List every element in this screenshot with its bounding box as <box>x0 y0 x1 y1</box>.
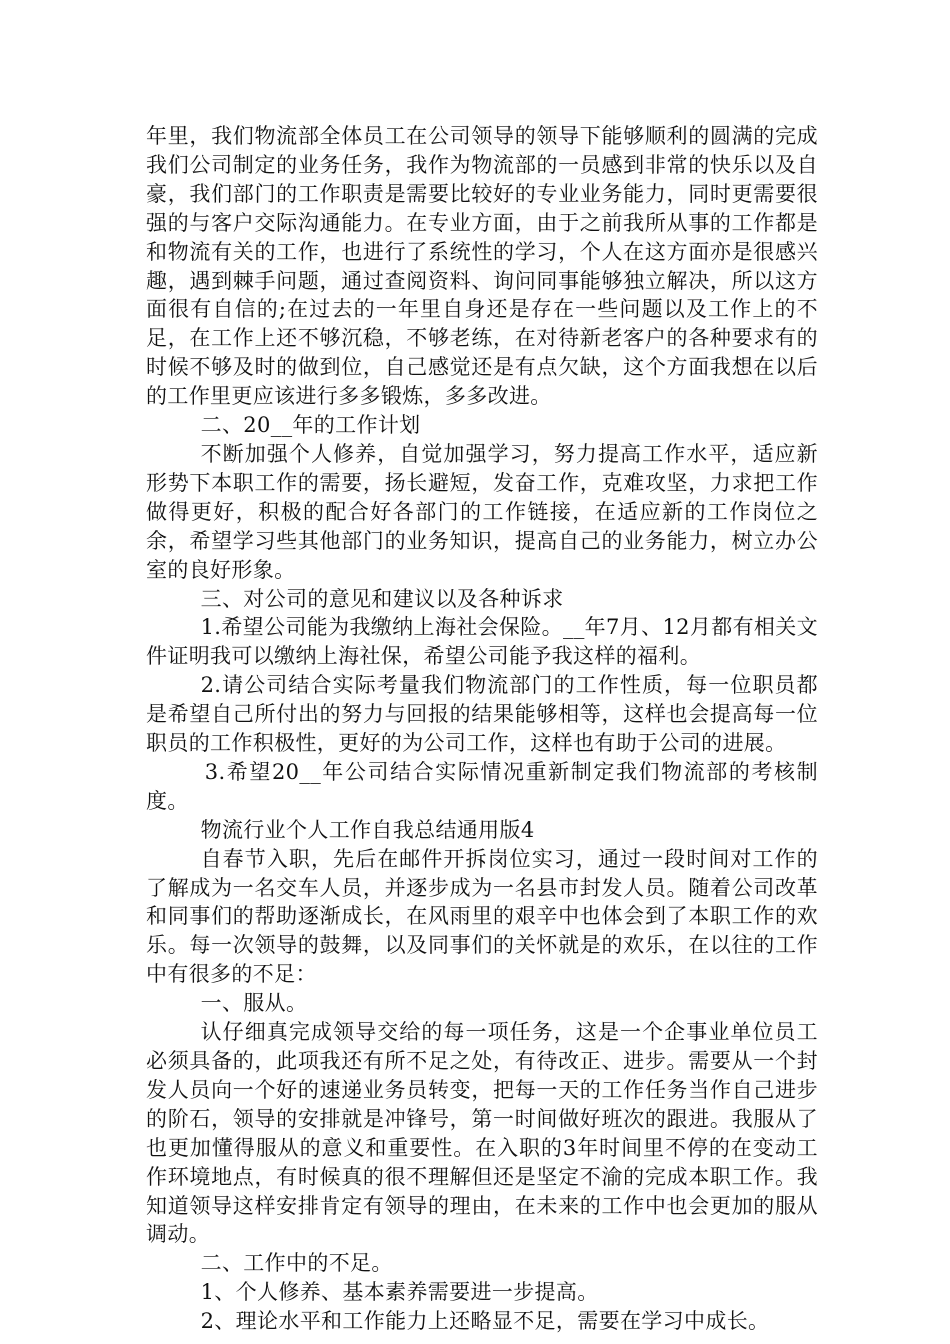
paragraph-work-review: 年里，我们物流部全体员工在公司领导的领导下能够顺利的圆满的完成我们公司制定的业务任务，我作为物流部的一员感到非常的快乐以及自豪，我们部门的工作职责是需要比较好的专业业务能力，同时更需要很强的与客户交际沟通能力。在专业方面，由于之前我所从事的工作都是和物流有关的工作，也进行了系统性的学习，个人在这方面亦是很感兴趣，遇到棘手问题，通过查阅资料、询问同事能够独立解决，所以这方面很有自信的;在过去的一年里自身还是存在一些问题以及工作上的不足，在工作上还不够沉稳，不够老练，在对待新老客户的各种要求有的时候不够及时的做到位，自己感觉还是有点欠缺，这个方面我想在以后的工作里更应该进行多多锻炼，多多改进。 <box>146 124 818 409</box>
paragraph-suggestion-1: 1.希望公司能为我缴纳上海社会保险。__年7月、12月都有相关文件证明我可以缴纳上海社保，希望公司能予我这样的福利。 <box>146 615 818 669</box>
heading-shortcomings: 二、工作中的不足。 <box>200 1251 393 1276</box>
paragraph-obedience: 认仔细真完成领导交给的每一项任务，这是一个企事业单位员工必须具备的，此项我还有所不足之处，有待改正、进步。需要从一个封发人员向一个好的速递业务员转变，把每一天的工作任务当作自己进步的阶石，领导的安排就是冲锋号，第一时间做好班次的跟进。我服从了也更加懂得服从的意义和重要性。在入职的3年时间里不停的在变动工作环境地点，有时候真的很不理解但还是坚定不渝的完成本职工作。我知道领导这样安排肯定有领导的理由，在未来的工作中也会更加的服从调动。 <box>146 1020 818 1247</box>
heading-work-plan: 二、20__年的工作计划 <box>200 413 421 438</box>
document-body <box>146 122 818 1336</box>
list-item-shortcoming-1: 1、个人修养、基本素养需要进一步提高。 <box>200 1280 599 1305</box>
paragraph-intro: 自春节入职，先后在邮件开拆岗位实习，通过一段时间对工作的了解成为一名交车人员，并逐步成为一名县市封发人员。随着公司改革和同事们的帮助逐渐成长，在风雨里的艰辛中也体会到了本职工作的欢乐。每一次领导的鼓舞，以及同事们的关怀就是的欢乐，在以往的工作中有很多的不足： <box>146 846 818 987</box>
section-title-version-4: 物流行业个人工作自我总结通用版4 <box>200 817 535 842</box>
paragraph-work-plan: 不断加强个人修养，自觉加强学习，努力提高工作水平，适应新形势下本职工作的需要，扬长避短，发奋工作，克难攻坚，力求把工作做得更好，积极的配合好各部门的工作链接，在适应新的工作岗位之余，希望学习些其他部门的业务知识，提高自己的业务能力，树立办公室的良好形象。 <box>146 441 818 582</box>
list-item-shortcoming-2: 2、理论水平和工作能力上还略显不足，需要在学习中成长。 <box>200 1309 770 1334</box>
heading-suggestions: 三、对公司的意见和建议以及各种诉求 <box>200 586 564 611</box>
paragraph-suggestion-3: 3.希望20__年公司结合实际情况重新制定我们物流部的考核制度。 <box>146 759 818 813</box>
heading-obedience: 一、服从。 <box>200 991 308 1016</box>
paragraph-suggestion-2: 2.请公司结合实际考量我们物流部门的工作性质，每一位职员都是希望自己所付出的努力与回报的结果能够相等，这样也会提高每一位职员的工作积极性，更好的为公司工作，这样也有助于公司的进展。 <box>146 673 818 756</box>
